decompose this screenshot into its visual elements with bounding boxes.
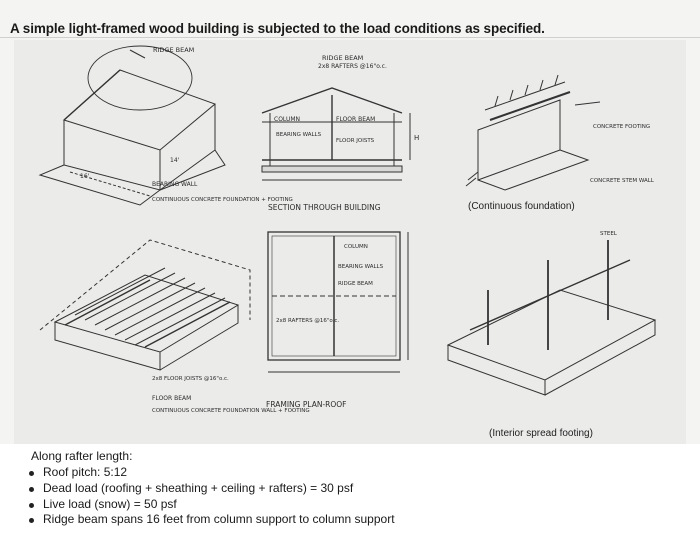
bearing-walls-plan-label: BEARING WALLS <box>338 264 384 270</box>
ridge-beam-plan-label: RIDGE BEAM <box>338 281 373 287</box>
ridge-beam-label-2: RIDGE BEAM <box>322 54 364 62</box>
bearing-walls-label: BEARING WALLS <box>276 132 322 138</box>
floor-framing-sketch <box>40 240 310 414</box>
list-item: Ridge beam spans 16 feet from column support to column support <box>26 512 395 528</box>
bearing-wall-label: BEARING WALL <box>152 181 198 188</box>
column-label: COLUMN <box>274 116 301 123</box>
floor-joists-label: FLOOR JOISTS <box>336 138 375 144</box>
floor-beam-label: FLOOR BEAM <box>336 116 376 123</box>
steel-column-label: STEEL <box>600 231 617 237</box>
floor-joists-bottom-label: 2x8 FLOOR JOISTS @16"o.c. <box>152 376 229 382</box>
list-item: Dead load (roofing + sheathing + ceiling + rafters) = 30 psf <box>26 481 395 497</box>
list-item: Live load (snow) = 50 psf <box>26 497 395 513</box>
problem-title: A simple light-framed wood building is subjected to the load conditions as specified. <box>10 21 545 36</box>
continuous-foundation-caption: (Continuous foundation) <box>468 201 575 212</box>
ridge-beam-label: RIDGE BEAM <box>153 46 195 54</box>
framing-plan-title: FRAMING PLAN-ROOF <box>266 400 347 409</box>
continuous-bottom-label: CONTINUOUS CONCRETE FOUNDATION WALL + FOOTING <box>152 408 310 414</box>
list-item: Roof pitch: 5:12 <box>26 465 395 481</box>
dim-16-label: 16' <box>80 173 90 180</box>
notes-heading: Along rafter length: <box>31 449 133 463</box>
floor-beam-bottom-label: FLOOR BEAM <box>152 395 192 402</box>
dim-14-label: 14' <box>170 157 180 164</box>
continuous-foundation-sketch <box>466 75 655 190</box>
h-label: H <box>414 134 420 142</box>
section-sketch <box>262 54 419 212</box>
spread-footing-sketch <box>448 231 655 395</box>
section-title: SECTION THROUGH BUILDING <box>268 203 381 212</box>
rafters-plan-label: 2x8 RAFTERS @16"o.c. <box>276 318 340 324</box>
column-label-plan: COLUMN <box>344 244 368 250</box>
continuous-concrete-label: CONTINUOUS CONCRETE FOUNDATION + FOOTING <box>152 197 293 203</box>
house-isometric-sketch <box>40 46 293 205</box>
rafters-label: 2x8 RAFTERS @16"o.c. <box>318 63 387 70</box>
concrete-stem-wall-label: CONCRETE STEM WALL <box>590 178 654 184</box>
load-conditions-list <box>26 465 395 528</box>
concrete-footing-label: CONCRETE FOOTING <box>593 124 651 130</box>
framing-plan-sketch <box>266 232 408 409</box>
interior-spread-footing-caption: (Interior spread footing) <box>489 428 593 439</box>
